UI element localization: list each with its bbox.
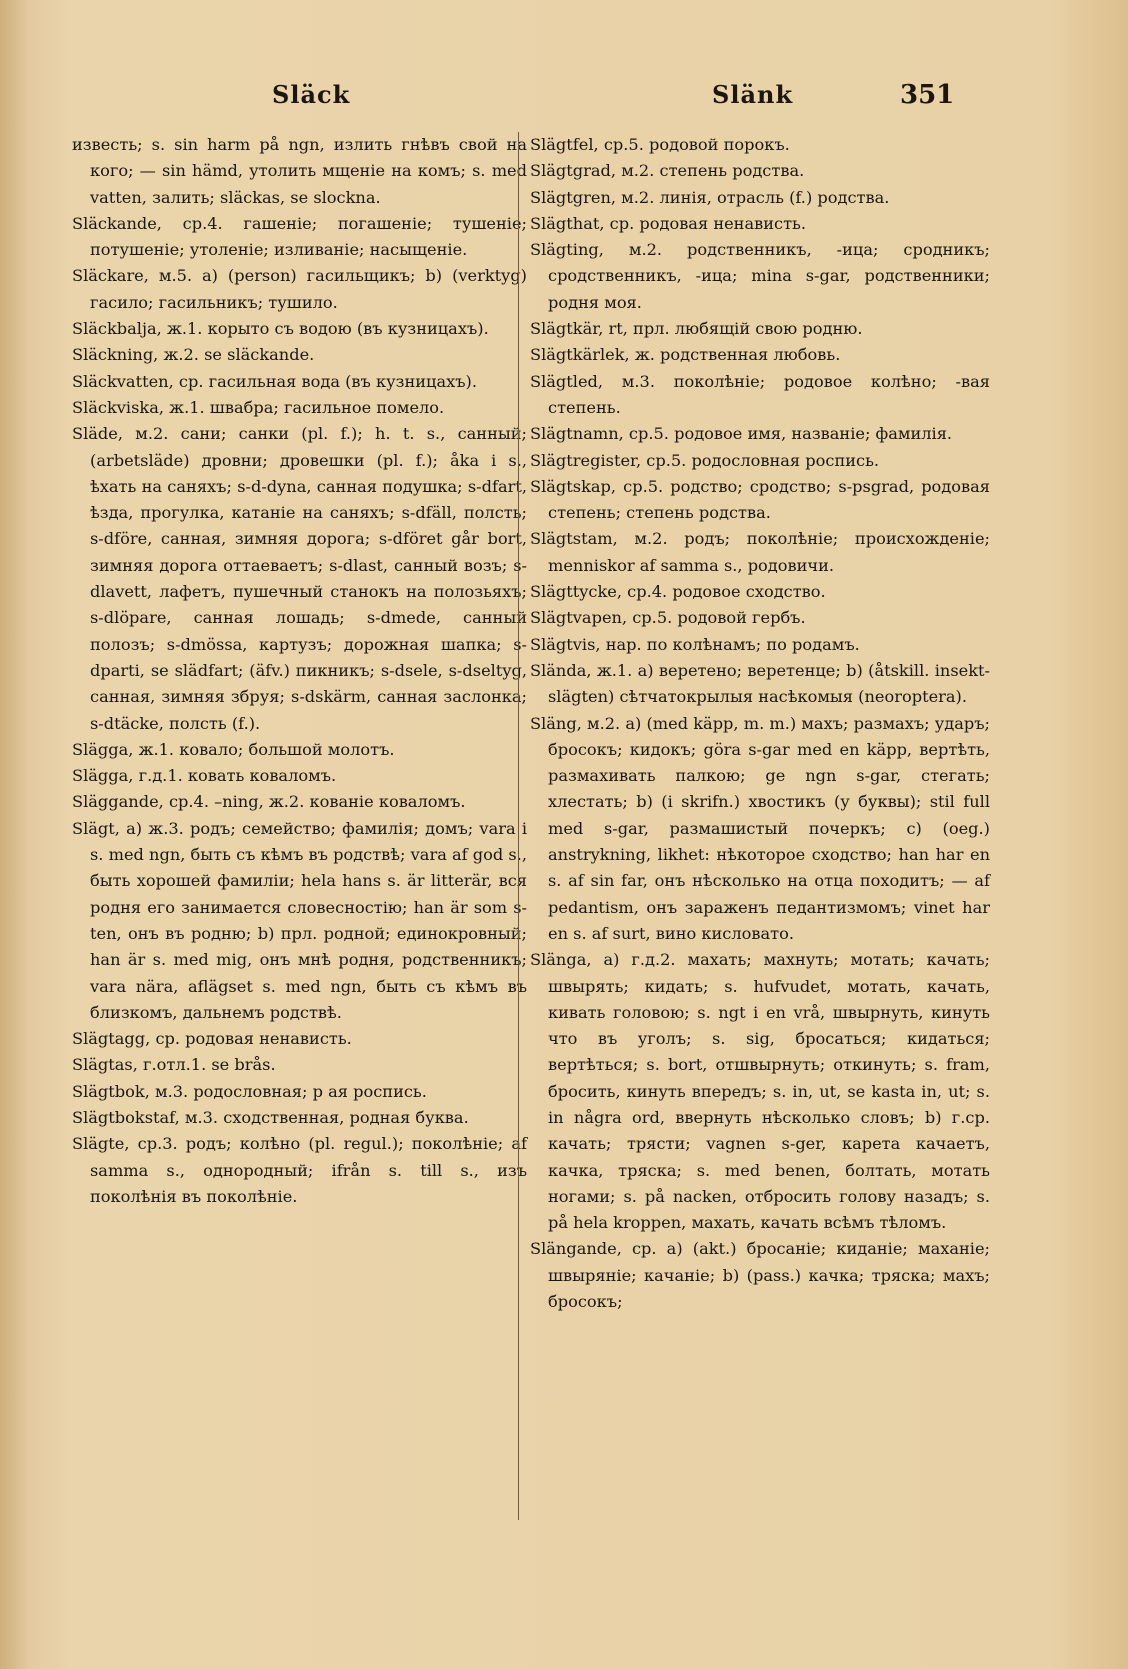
entry: Slägtbok, м.3. родословная; р ая роспись. [72,1081,427,1101]
entry: Slägtkärlek, ж. родственная любовь. [530,345,841,365]
entry: Slägtbokstaf, м.3. сходственная, родная буква. [72,1107,469,1127]
entry: Slägtfel, ср.5. родовой порокъ. [530,135,790,154]
entry: Slägtnamn, ср.5. родовое имя, названіе; фамилія. [530,424,953,444]
entry: Slägthat, ср. родовая ненависть. [530,213,807,233]
entry: Slägga, г.д.1. ковать коваломъ. [72,766,337,786]
entry: Slägtgren, м.2. линія, отрасль (f.) родства. [530,187,890,207]
entry: Slägga, ж.1. ковало; большой молотъ. [72,739,395,759]
column-divider [518,132,519,1520]
entry: Slägt, a) ж.3. родъ; семейство; фамилія; домъ; vara i s. med ngn, быть съ кѣмъ въ родствѣ; vara af god s., быть хорошей фамиліи; hela hans s. är litterär, вся родня его занимается словесностію; han är som s-ten, онъ въ родню; b) прл. родной; единокровный; han är s. med mig, онъ мнѣ родня, родственникъ; vara nära, aflägset s. med ngn, быть съ кѣмъ въ близкомъ, дальнемъ родствѣ. [72,818,527,1022]
entry: Slägtled, м.3. поколѣніе; родовое колѣно; -вая степень. [530,371,990,417]
entry: Slägtagg, ср. родовая ненависть. [72,1029,352,1049]
left-running-headword: Släck [272,80,351,109]
entry: Släde, м.2. сани; санки (pl. f.); h. t. s., санный; (arbetsläde) дровни; дровешки (pl. f.); åka i s., ѣхать на саняхъ; s-d-dyna, санная подушка; s-dfart, ѣзда, прогулка, катаніе на саняхъ; s-dfäll, полсть; s-dföre, санная, зимняя дорога; s-dföret går bort, зимняя дорога оттаеваетъ; s-dlast, санный возъ; s-dlavett, лафетъ, пушечный станокъ на полозьяхъ; s-dlöpare, санная лошадь; s-dmede, санный полозъ; s-dmössa, картузъ; дорожная шапка; s-dparti, se slädfart; (äfv.) пикникъ; s-dsele, s-dseltyg, санная, зимняя збруя; s-dskärm, санная заслонка; s-dtäcke, полсть (f.). [72,424,527,733]
entry: Slägtskap, ср.5. родство; сродство; s-psgrad, родовая степень; степень родства. [530,476,990,523]
entry: Släckviska, ж.1. швабра; гасильное помело. [72,397,445,417]
entry: Slägtgrad, м.2. степень родства. [530,161,805,181]
entry: Släckning, ж.2. se släckande. [72,345,315,365]
entry: Slägtstam, м.2. родъ; поколѣніе; происхожденіе; menniskor af samma s., родовичи. [530,529,990,575]
entry: Slägtregister, ср.5. родословная роспись. [530,450,880,470]
right-running-headword: Slänk [712,80,794,109]
entry: Slänga, a) г.д.2. махать; махнуть; мотать; качать; швырять; кидать; s. hufvudet, мотать, качать, кивать головою; s. ngt i en vrå, швырнуть, кинуть что въ уголъ; s. sig, бросаться; кидаться; вертѣться; s. bort, отшвырнуть; откинуть; s. fram, бросить, кинуть впередъ; s. in, ut, se kasta in, ut; s. in några ord, ввернуть нѣсколько словъ; b) г.ср. качать; трясти; vagnen s-ger, карета качаетъ, качка, тряска; s. med benen, болтать, мотать ногами; s. på nacken, отбросить голову назадъ; s. på hela kroppen, махать, качать всѣмъ тѣломъ. [530,950,990,1233]
entry: Slända, ж.1. a) веретено; веретенце; b) (åtskill. insekt-slägten) сѣтчатокрылыя насѣкомыя (neoroptera). [530,660,990,707]
entry: Slägte, ср.3. родъ; колѣно (pl. regul.); поколѣніе; af samma s., однородный; ifrån s. till s., изъ поколѣнія въ поколѣніе. [72,1134,527,1206]
left-column [72,132,527,1210]
entry: Slängande, ср. a) (akt.) бросаніе; киданіе; маханіе; швыряніе; качаніе; b) (pass.) качка; тряска; махъ; бросокъ; [530,1239,990,1312]
page-header [0,80,1128,120]
entry: Slägting, м.2. родственникъ, -ица; сродникъ; сродственникъ, -ица; mina s-gar, родственники; родня моя. [530,240,990,312]
right-column [530,132,990,1315]
entry: Släckbalja, ж.1. корыто съ водою (въ кузницахъ). [72,319,489,339]
entry: Slägtvis, нар. по колѣнамъ; по родамъ. [530,634,860,654]
entry: Släckvatten, ср. гасильная вода (въ кузницахъ). [72,371,477,391]
entry: Slägtkär, rt, прл. любящій свою родню. [530,319,863,339]
entry: известь; s. sin harm på ngn, излить гнѣвъ свой на кого; — sin hämd, утолить мщеніе на комъ; s. med vatten, залить; släckas, se slockna. [72,135,527,207]
entry: Slägtas, г.отл.1. se brås. [72,1055,276,1075]
page-number: 351 [900,80,955,110]
entry: Slägtvapen, ср.5. родовой гербъ. [530,608,806,628]
entry: Släggande, ср.4. –ning, ж.2. кованіе коваломъ. [72,792,466,812]
entry: Slägttycke, ср.4. родовое сходство. [530,582,826,602]
entry: Släckande, ср.4. гашеніе; погашеніе; тушеніе; потушеніе; утоленіе; изливаніе; насыщеніе. [72,213,527,260]
entry: Släckare, м.5. a) (person) гасильщикъ; b) (verktyg) гасило; гасильникъ; тушило. [72,266,527,312]
entry: Släng, м.2. a) (med käpp, m. m.) махъ; размахъ; ударъ; бросокъ; кидокъ; göra s-gar med en käpp, вертѣть, размахивать палкою; ge ngn s-gar, стегать; хлестать; b) (i skrifn.) хвостикъ (у буквы); stil full med s-gar, размашистый почеркъ; c) (oeg.) anstrykning, likhet: нѣкоторое сходство; han har en s. af sin far, онъ нѣсколько на отца походитъ; — af pedantism, онъ зараженъ педантизмомъ; vinet har en s. af surt, вино кисловато. [530,713,990,943]
